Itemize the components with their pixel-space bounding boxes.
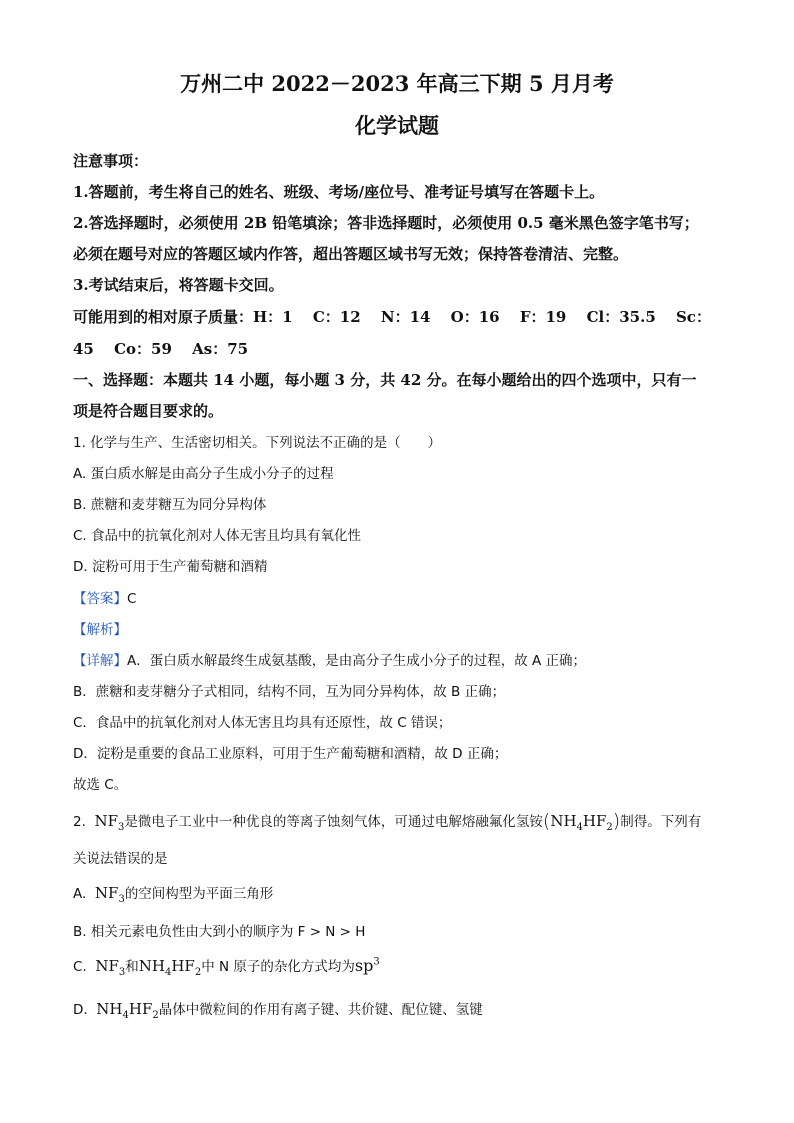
- q1-detail-1: [73, 649, 586, 669]
- q1-option-c: C. 食品中的抗氧化剂对人体无害且均具有氧化性: [73, 528, 362, 544]
- q1-option-b: B. 蔗糖和麦芽糖互为同分异构体: [73, 497, 267, 513]
- analysis-tag: 【解析】: [73, 622, 127, 638]
- note-item-2-cont: 必须在题号对应的答题区域内作答，超出答题区域书写无效；保持答卷清洁、完整。: [73, 245, 629, 263]
- q1-option-d: D. 淀粉可用于生产葡萄糖和酒精: [73, 559, 268, 575]
- answer-tag: 【答案】: [73, 591, 127, 607]
- formula-nh4hf2: $NH_4HF_2$: [138, 957, 202, 978]
- subject-title: 化学试题: [355, 113, 439, 138]
- q1-detail-2: B．蔗糖和麦芽糖分子式相同，结构不同，互为同分异构体，故 B 正确；: [73, 684, 506, 700]
- atomic-mass-line-1: 可能用到的相对原子质量：H：1 C：12 N：14 O：16 F：19 Cl：35.5 Sc：: [73, 308, 711, 326]
- q2-stem-end: 制得。下列有: [620, 814, 702, 830]
- q1-answer: [73, 587, 136, 607]
- paren-close: ): [612, 810, 621, 832]
- note-item-2: 2.答选择题时，必须使用 2B 铅笔填涂；答非选择题时，必须使用 0.5 毫米黑色签字笔书写；: [73, 214, 699, 232]
- section-heading-2: 项是符合题目要求的。: [73, 402, 224, 420]
- q2-option-d: D. $NH_4HF_2$晶体中微粒间的作用有离子键、共价键、配位键、氢键: [73, 1000, 483, 1021]
- formula-nh4hf2: $NH_4HF_2$: [96, 1000, 159, 1021]
- q1-detail-3: C．食品中的抗氧化剂对人体无害且均具有还原性，故 C 错误；: [73, 715, 452, 731]
- notes-heading: 注意事项：: [73, 152, 149, 170]
- q1-option-a: A. 蛋白质水解是由高分子生成小分子的过程: [73, 466, 334, 482]
- q2-stem-1: [73, 810, 701, 833]
- section-heading-1: 一、选择题：本题共 14 小题，每小题 3 分，共 42 分。在每小题给出的四个选项中，只有一: [73, 371, 697, 389]
- q1-detail-5: 故选 C。: [73, 777, 128, 793]
- note-item-3: 3.考试结束后，将答题卡交回。: [73, 276, 284, 294]
- q1-detail-4: D．淀粉是重要的食品工业原料，可用于生产葡萄糖和酒精，故 D 正确；: [73, 746, 508, 762]
- q2-number: 2.: [73, 814, 86, 830]
- note-item-1: 1.答题前，考生将自己的姓名、班级、考场/座位号、准考证号填写在答题卡上。: [73, 183, 605, 201]
- q2-stem-2: 关说法错误的是: [73, 851, 168, 867]
- formula-nf3: $NF_3$: [95, 957, 126, 978]
- q1-stem: 1. 化学与生产、生活密切相关。下列说法不正确的是（ ）: [73, 435, 442, 451]
- atomic-mass-line-2: 45 Co：59 As：75: [73, 340, 249, 358]
- exam-title: 万州二中 2022－2023 年高三下期 5 月月考: [180, 71, 614, 96]
- q2-option-a: A. $NF_3$的空间构型为平面三角形: [73, 884, 274, 905]
- q2-stem-text: 是微电子工业中一种优良的等离子蚀刻气体，可通过电解熔融氟化氢铵: [124, 814, 543, 830]
- detail-tag: 【详解】: [73, 653, 127, 669]
- q1-analysis-tag: [73, 618, 127, 638]
- formula-sp3: $sp^3$: [354, 956, 380, 975]
- answer-value: C: [127, 591, 137, 607]
- detail-text: A．蛋白质水解最终生成氨基酸，是由高分子生成小分子的过程，故 A 正确；: [127, 653, 587, 669]
- paren-open: (: [542, 810, 551, 832]
- formula-nf3: $NF_3$: [94, 884, 125, 905]
- q2-option-b: B. 相关元素电负性由大到小的顺序为 F > N > H: [73, 924, 366, 940]
- formula-nf3: $NF_3$: [94, 812, 125, 833]
- formula-nh4hf2: $NH_4HF_2$: [550, 812, 613, 833]
- q2-option-c: C. $NF_3$和$NH_4HF_2$中 N 原子的杂化方式均为$sp^3$: [73, 956, 380, 978]
